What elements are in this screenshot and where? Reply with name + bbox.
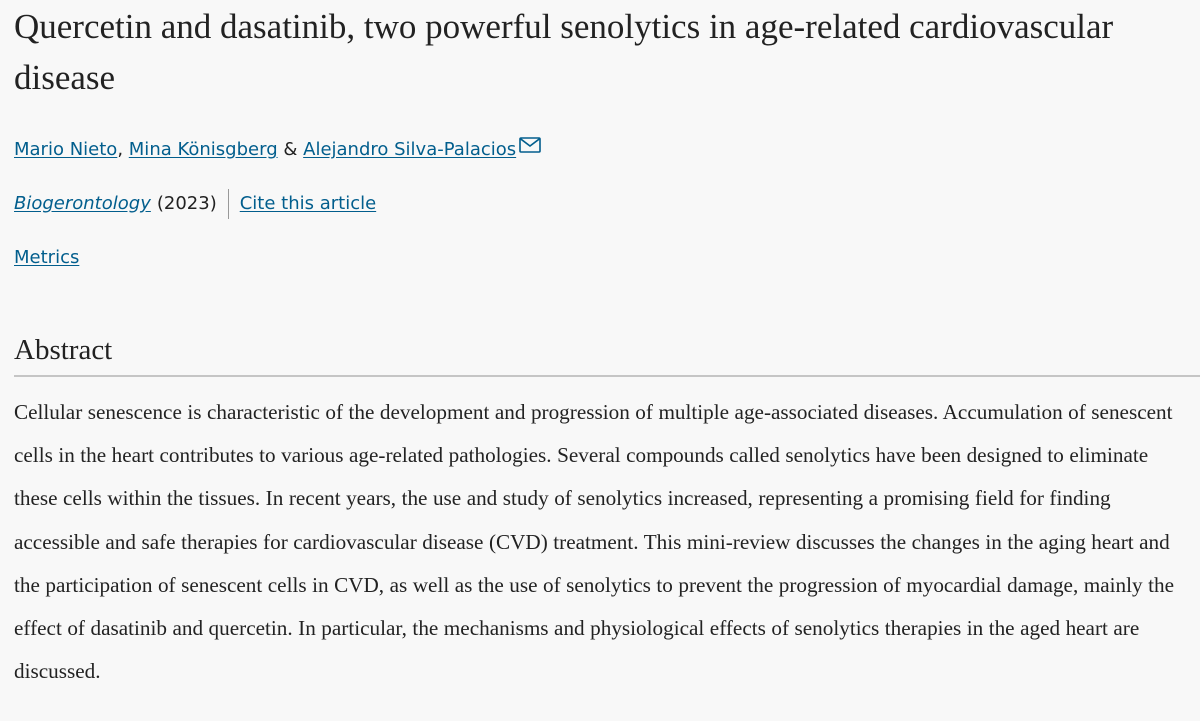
metrics-link[interactable]: Metrics — [14, 247, 80, 268]
publication-meta — [14, 189, 1200, 219]
article-title: Quercetin and dasatinib, two powerful senolytics in age-related cardiovascular disease — [14, 7, 1114, 97]
abstract-heading: Abstract — [14, 332, 1200, 377]
author-list — [14, 136, 1200, 162]
meta-divider — [228, 189, 229, 219]
journal-link[interactable]: Biogerontology — [14, 193, 151, 214]
author-link-mario-nieto[interactable]: Mario Nieto — [14, 139, 118, 160]
abstract-text: Cellular senescence is characteristic of the development and progression of multiple age-associated diseases. Accumulation of senescent cells in the heart contributes to various age-related pathologies. Several compounds called senolytics have been designed to eliminate these cells within the tissues. In recent years, the use and study of senolytics increased, representing a promising field for finding accessible and safe therapies for cardiovascular disease (CVD) treatment. This mini-review discusses the changes in the aging heart and the participation of senescent cells in CVD, as well as the use of senolytics to prevent the progression of myocardial damage, mainly the effect of dasatinib and quercetin. In particular, the mechanisms and physiological effects of senolytics therapies in the aged heart are discussed. — [14, 400, 1174, 684]
envelope-icon[interactable] — [519, 136, 541, 152]
author-separator-comma: , — [117, 139, 124, 160]
cite-article-link[interactable]: Cite this article — [239, 193, 377, 214]
metrics-section — [14, 246, 1200, 270]
publication-year: (2023) — [156, 193, 217, 214]
author-link-mina-konisgberg[interactable]: Mina Könisgberg — [128, 139, 278, 160]
author-separator-ampersand: & — [283, 139, 298, 160]
author-link-alejandro-silva-palacios[interactable]: Alejandro Silva-Palacios — [303, 139, 517, 160]
